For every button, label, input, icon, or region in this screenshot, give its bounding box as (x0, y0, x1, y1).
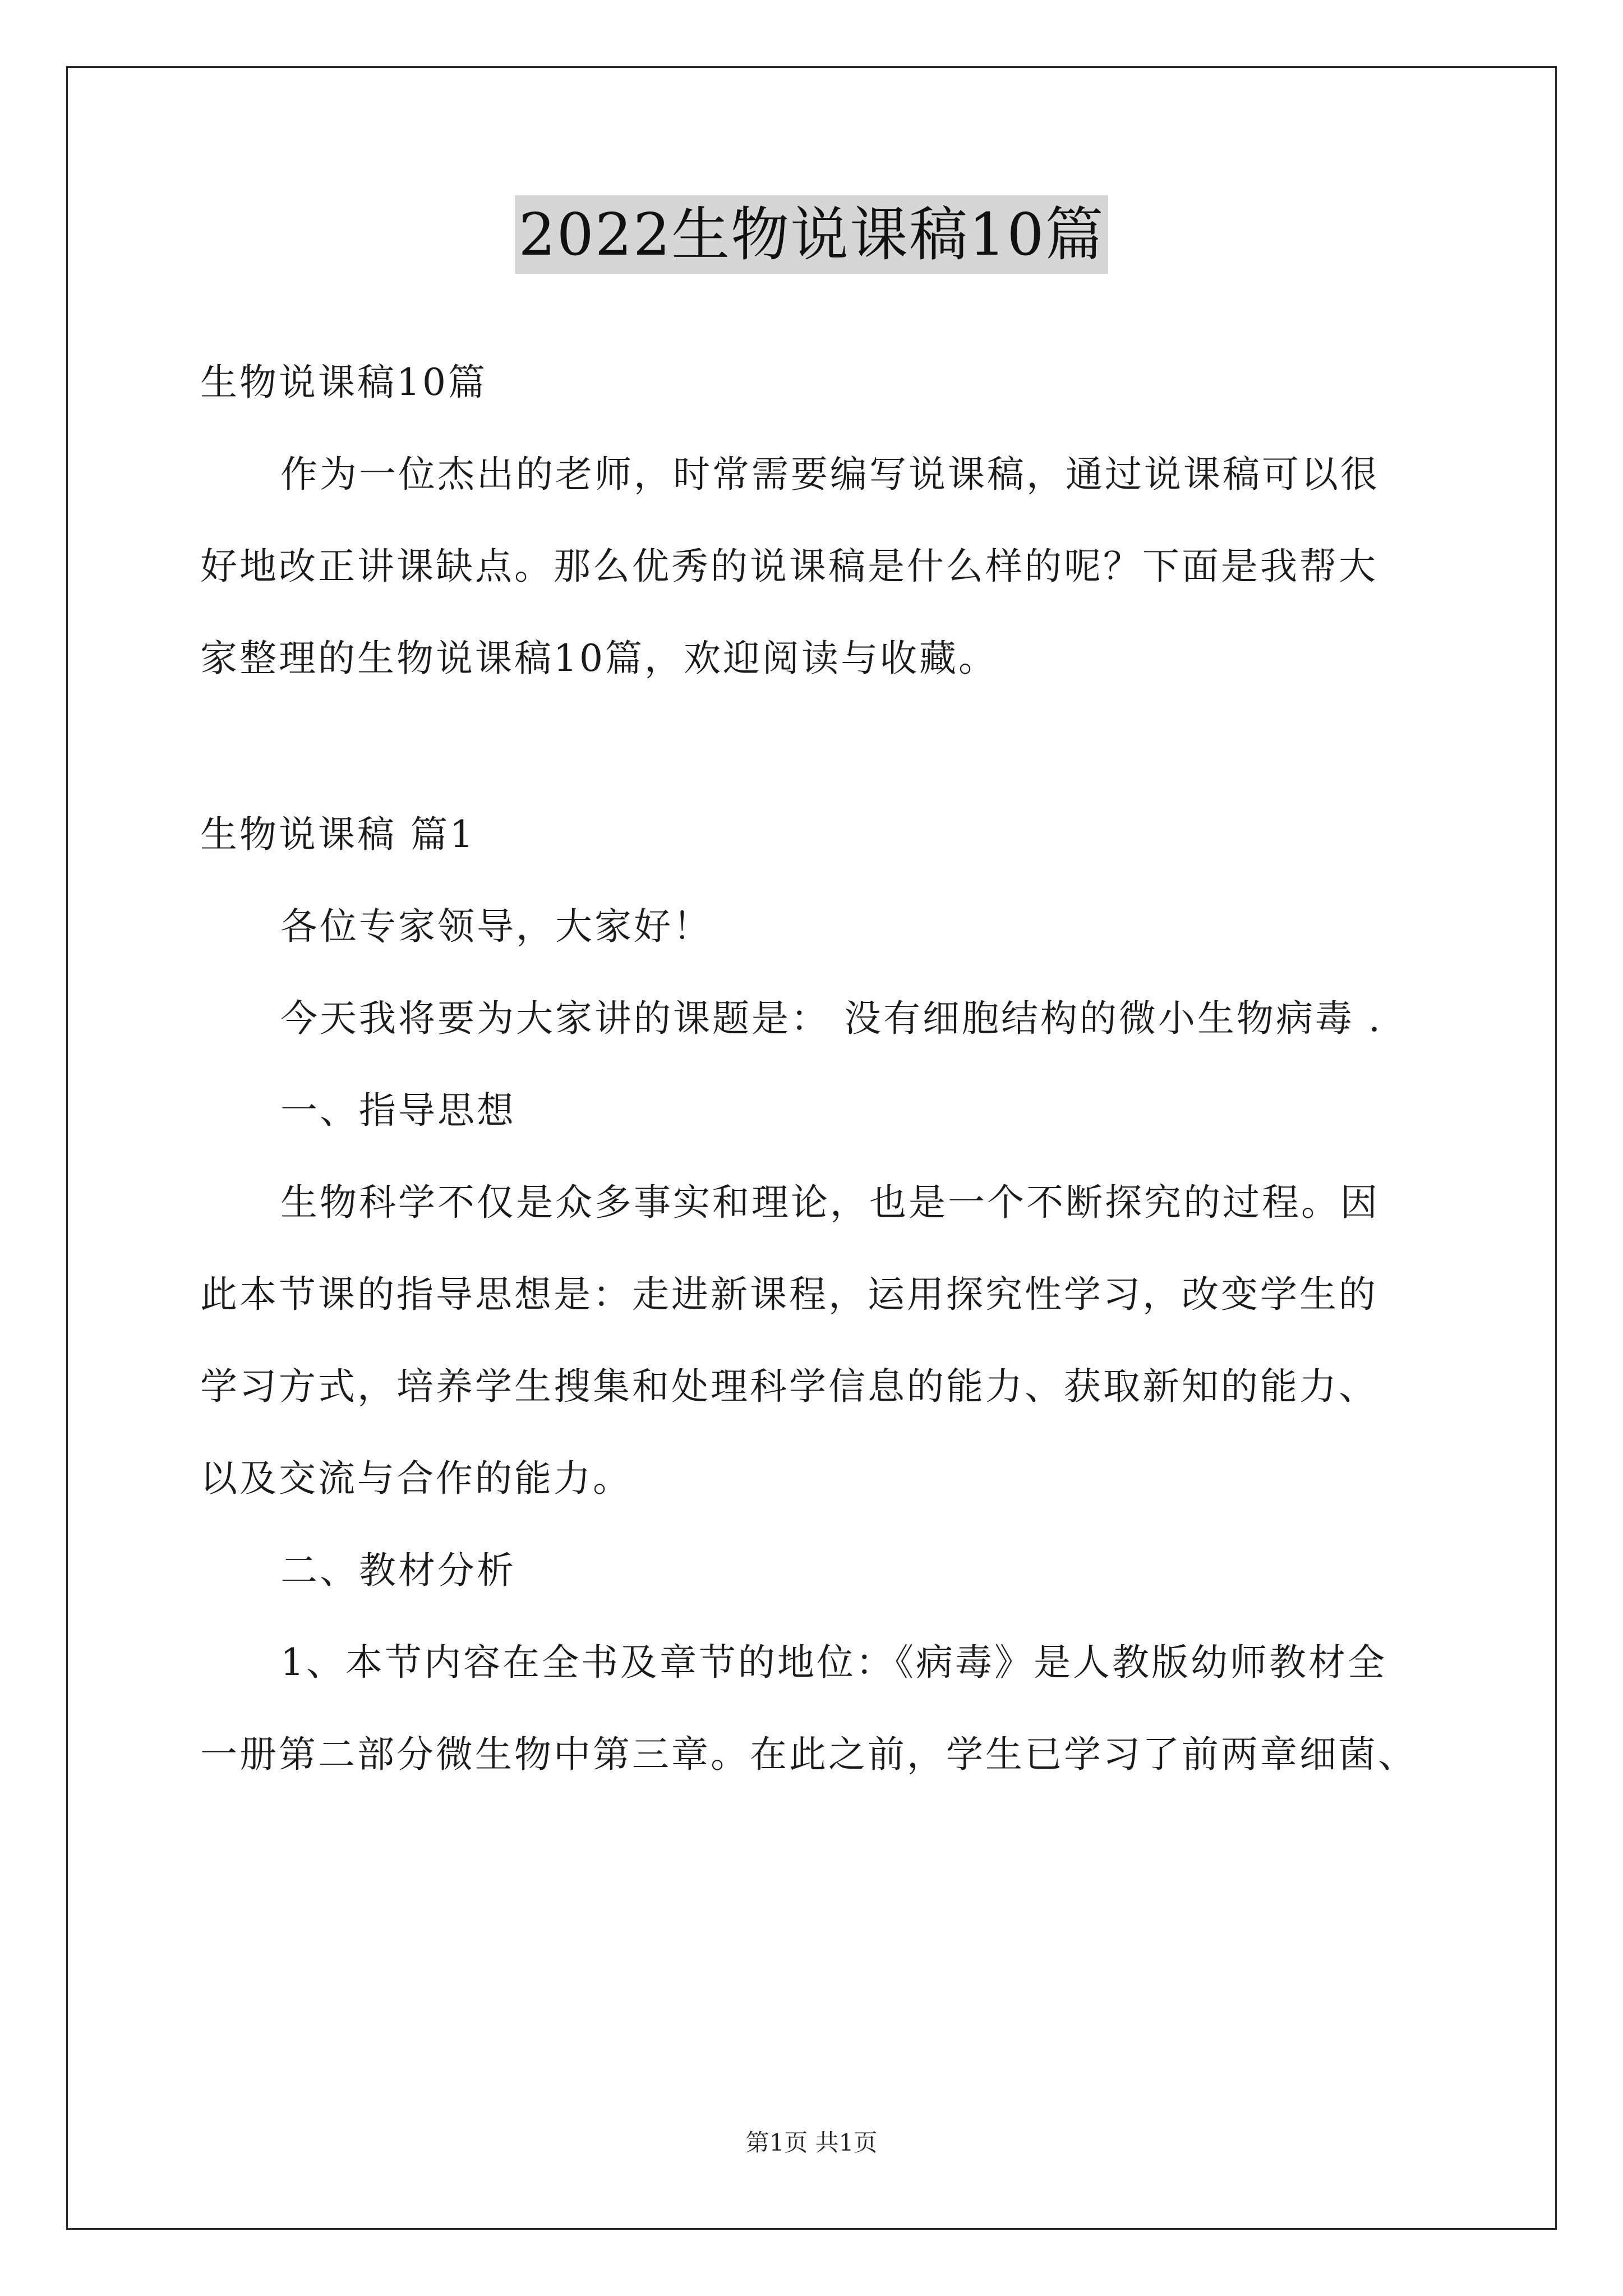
paragraph-line: 各位专家领导，大家好！ (280, 905, 712, 948)
paragraph-line: 好地改正讲课缺点。那么优秀的说课稿是什么样的呢？下面是我帮大 (200, 545, 1378, 588)
subtitle-line: 生物说课稿10篇 (200, 361, 487, 404)
paragraph-line: 今天我将要为大家讲的课题是： 没有细胞结构的微小生物病毒 . (280, 997, 1382, 1040)
heading-textbook-analysis: 二、教材分析 (280, 1549, 516, 1592)
title-container (0, 195, 1623, 274)
paragraph-line: 此本节课的指导思想是：走进新课程，运用探究性学习，改变学生的 (200, 1273, 1378, 1316)
paragraph-line: 学习方式，培养学生搜集和处理科学信息的能力、获取新知的能力、 (200, 1365, 1378, 1408)
heading-guiding-thought: 一、指导思想 (280, 1089, 516, 1132)
document-body (200, 337, 1434, 1801)
paragraph-line: 以及交流与合作的能力。 (200, 1457, 632, 1500)
paragraph-line: 家整理的生物说课稿10篇，欢迎阅读与收藏。 (200, 637, 998, 680)
section-heading: 生物说课稿 篇1 (200, 813, 476, 856)
paragraph-line: 一册第二部分微生物中第三章。在此之前，学生已学习了前两章细菌、 (200, 1733, 1417, 1776)
paragraph-line: 1、本节内容在全书及章节的地位：《病毒》是人教版幼师教材全 (280, 1641, 1387, 1684)
paragraph-line: 生物科学不仅是众多事实和理论，也是一个不断探究的过程。因 (280, 1181, 1380, 1224)
document-title: 2022生物说课稿10篇 (515, 195, 1108, 274)
page-footer: 第1页 共1页 (745, 2129, 878, 2156)
paragraph-line: 作为一位杰出的老师，时常需要编写说课稿，通过说课稿可以很 (280, 453, 1380, 496)
section-gap (200, 705, 1434, 789)
